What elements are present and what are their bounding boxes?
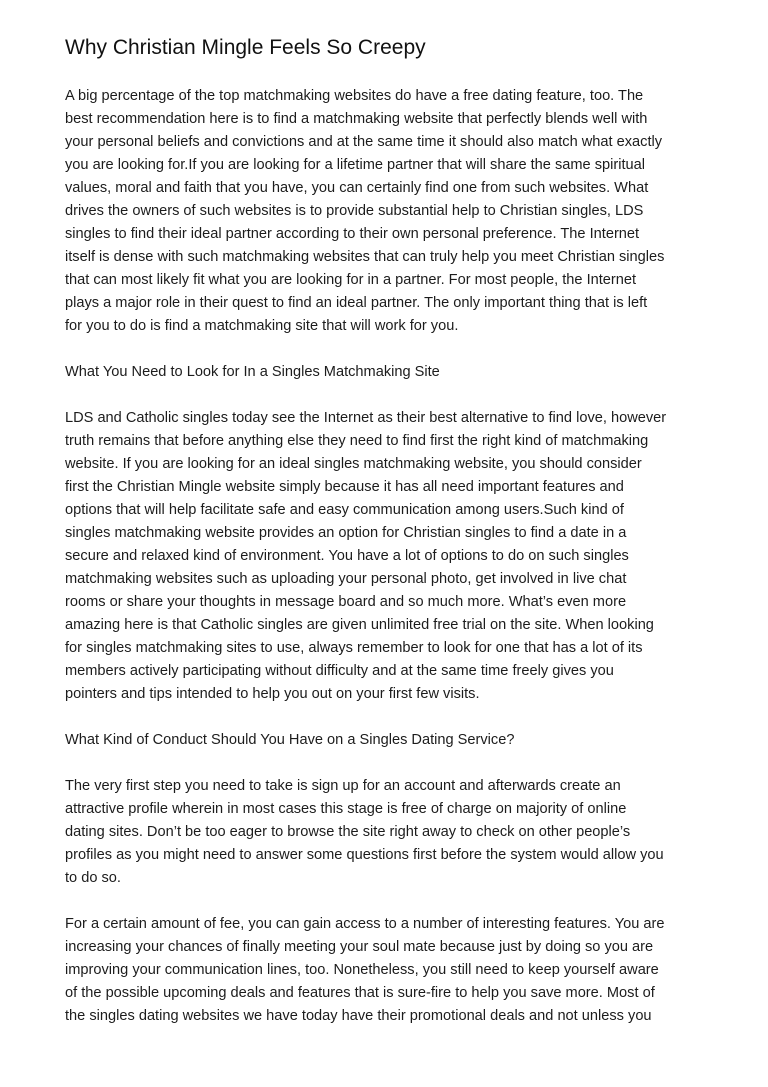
- paragraph-line: your personal beliefs and convictions and at the same time it should also match what exactly: [65, 134, 663, 150]
- paragraph-line: first the Christian Mingle website simply because it has all need important features and: [65, 479, 624, 495]
- paragraph-line: profiles as you might need to answer some questions first before the system would allow you: [65, 847, 664, 863]
- paragraph: [65, 913, 713, 1028]
- paragraph-line: best recommendation here is to find a matchmaking website that perfectly blends well with: [65, 111, 648, 127]
- paragraph-line: dating sites. Don’t be too eager to browse the site right away to check on other people’s: [65, 824, 631, 840]
- paragraph-line: members actively participating without difficulty and at the same time freely gives you: [65, 663, 614, 679]
- paragraph-line: website. If you are looking for an ideal singles matchmaking website, you should consider: [65, 456, 642, 472]
- paragraph-line: of the possible upcoming deals and features that is sure-fire to help you save more. Most of: [65, 985, 655, 1001]
- paragraph-line: options that will help facilitate safe and easy communication among users.Such kind of: [65, 502, 624, 518]
- paragraph-line: secure and relaxed kind of environment. You have a lot of options to do on such singles: [65, 548, 629, 564]
- paragraph-line: For a certain amount of fee, you can gain access to a number of interesting features. You are: [65, 916, 665, 932]
- paragraph-line: pointers and tips intended to help you out on your first few visits.: [65, 686, 480, 702]
- paragraph-line: plays a major role in their quest to find an ideal partner. The only important thing that is left: [65, 295, 648, 311]
- paragraph-line: singles matchmaking website provides an option for Christian singles to find a date in a: [65, 525, 627, 541]
- paragraph-line: for you to do is find a matchmaking site that will work for you.: [65, 318, 459, 334]
- paragraph-line: amazing here is that Catholic singles are given unlimited free trial on the site. When looking: [65, 617, 654, 633]
- paragraph-line: LDS and Catholic singles today see the Internet as their best alternative to find love, however: [65, 410, 667, 426]
- paragraph-line: rooms or share your thoughts in message board and so much more. What’s even more: [65, 594, 627, 610]
- paragraph-line: you are looking for.If you are looking for a lifetime partner that will share the same spiritual: [65, 157, 645, 173]
- paragraph-line: values, moral and faith that you have, you can certainly find one from such websites. What: [65, 180, 649, 196]
- section-heading: What You Need to Look for In a Singles Matchmaking Site: [65, 364, 440, 380]
- paragraph-line: attractive profile wherein in most cases this stage is free of charge on majority of online: [65, 801, 627, 817]
- section-heading: What Kind of Conduct Should You Have on a Singles Dating Service?: [65, 732, 515, 748]
- paragraph-line: matchmaking websites such as uploading your personal photo, get involved in live chat: [65, 571, 627, 587]
- paragraph-line: truth remains that before anything else they need to find first the right kind of matchmaking: [65, 433, 649, 449]
- paragraph-line: A big percentage of the top matchmaking websites do have a free dating feature, too. The: [65, 88, 644, 104]
- paragraph-line: drives the owners of such websites is to provide substantial help to Christian singles, LDS: [65, 203, 644, 219]
- paragraph-line: the singles dating websites we have today have their promotional deals and not unless you: [65, 1008, 652, 1024]
- paragraph: [65, 85, 713, 338]
- paragraph: [65, 775, 713, 890]
- paragraph-line: The very first step you need to take is sign up for an account and afterwards create an: [65, 778, 621, 794]
- paragraph-line: that can most likely fit what you are looking for in a partner. For most people, the Internet: [65, 272, 637, 288]
- paragraph-line: increasing your chances of finally meeting your soul mate because just by doing so you are: [65, 939, 654, 955]
- paragraph-line: for singles matchmaking sites to use, always remember to look for one that has a lot of its: [65, 640, 643, 656]
- paragraph: [65, 407, 713, 706]
- paragraph-line: itself is dense with such matchmaking websites that can truly help you meet Christian singles: [65, 249, 665, 265]
- paragraph-line: singles to find their ideal partner according to their own personal preference. The Internet: [65, 226, 640, 242]
- paragraph-line: improving your communication lines, too. Nonetheless, you still need to keep yourself aware: [65, 962, 659, 978]
- paragraph-line: to do so.: [65, 870, 121, 886]
- document-page: [65, 33, 713, 1051]
- page-title: Why Christian Mingle Feels So Creepy: [65, 36, 426, 59]
- document-body: [65, 85, 713, 1028]
